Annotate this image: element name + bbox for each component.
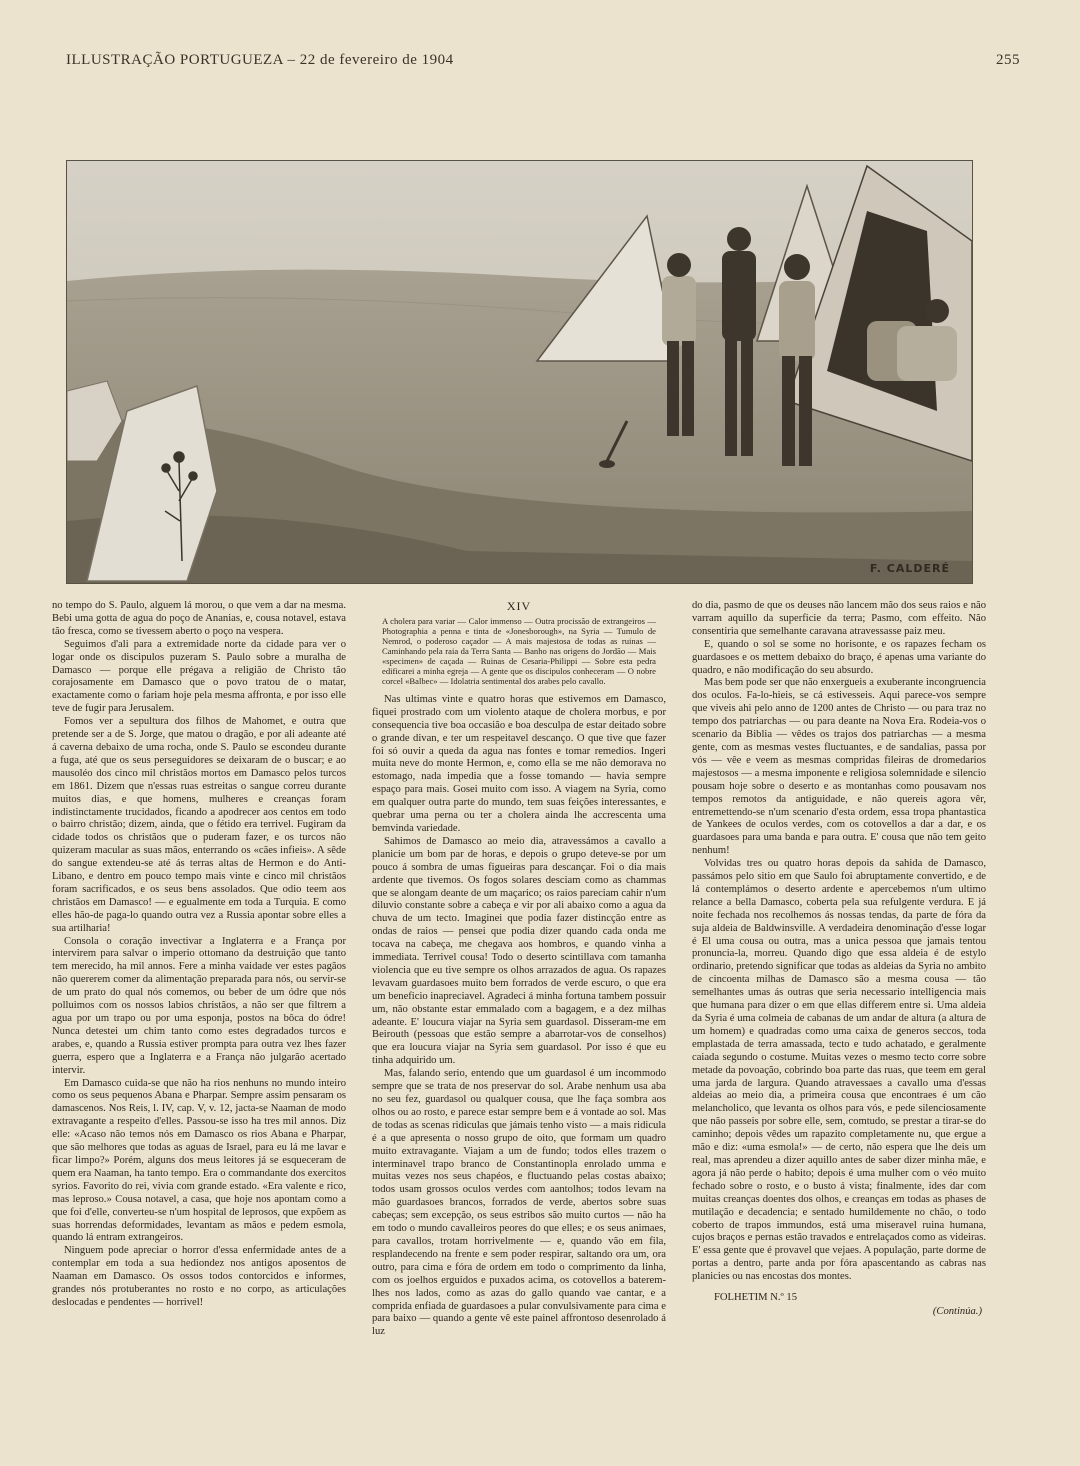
column3-paragraph: Mas bem pode ser que não enxergueis a exuberante incongruencia dos oculos. Fa-lo-hieis, se cá estivesseis. Aqui parece-vos sempre que viveis ahi pelo anno de 1200 antes de Christo — ou para traz no tempo dos patriarchas — ou para deante na Nova Era. Rodeia-vos o scenario da Biblia — vêdes os trajos dos patriarchas — a mesma gente, com as mesmas vestes fluctuantes, e de sandalias, passa por vós — vêe e veem as mesmas compridas fileiras de dromedarios majestosos — a mesma imponente e religiosa solemnidade e silencio pousam hoje sobre o deserto e as montanhas como pousavam nos tempos remotos da antiguidade, e não quereis agora vêr, entremettendo-se n'um scenario d'esta ordem, essa tropa phantastica de Yankees de oculos verdes, com os cotovellos a dar a dar, e os guardasoes para uma banda e para outra. E' cousa que não tem geito nenhum! xyxy=(692,677,986,857)
column1-paragraph: Consola o coração invectivar a Inglaterra e a França por intervirem para salvar o imperio ottomano da destruição que tanto tem merecido, ha mil annos. Fere a minha vaidade ver estes pagãos não quererem comer da alimentação preparada para nós, ou servir-se de um prato do qual nós comemos, ou beber de um ódre que nós polluimos com os nossos labios christãos, a não ser que filtrem a agua por um trapo ou por uma esponja, postos na bôca do ódre! Nunca detestei um chim tanto como estes degradados turcos e arabes, e, quando a Russia estiver prompta para outra vez lhes fazer guerra, espero que a Inglaterra e a França não julgarão acertado intervir. xyxy=(52,935,346,1076)
column1-paragraph: Seguimos d'ali para a extremidade norte da cidade para ver o logar onde os discipulos puzeram S. Paulo sobre a muralha de Damasco — porque elle prégava a religião de Christo tão corajosamente em Damasco que o povo tratou de o matar, exactamente como o fariam hoje pela mesma affronta, e por isso elle teve de fugir para Jerusalem. xyxy=(52,638,346,715)
chapter-number: XIV xyxy=(506,599,532,613)
text-column-2 xyxy=(372,600,666,1339)
camp-scene-drawing xyxy=(67,161,972,583)
column3-paragraph: do dia, pasmo de que os deuses não lancem mão dos seus raios e não varram aquillo da superficie da terra; Pasmo, com effeito. Não consentiria que semelhante caravana atravessasse paiz meu. xyxy=(692,600,986,637)
serial-footer xyxy=(692,1292,986,1320)
header-publication: ILLUSTRAÇÃO PORTUGUEZA – 22 de fevereiro de 1904 xyxy=(66,52,454,68)
folhetim-number: FOLHETIM N.º 15 xyxy=(714,1292,798,1304)
chapter-summary: A cholera para variar — Calor immenso — Outra procissão de extrangeiros — Photographia a penna e tinta de «Jonesborough», na Syria — Tumulo de Nemrod, o poderoso caçador — A mais majestosa de todas as ruinas — Caminhando pela raia da Terra Santa — Banho nas origens do Jordão — Mais «specimen» de caçada — Ruinas de Cesaria-Philippi — Sobre esta pedra edificarei a minha egreja — A gente que os discipulos conheceram — O nobre corcel «Balbec» — Idolatria sentimental dos arabes pelo cavallo. xyxy=(382,615,656,686)
page-header xyxy=(66,52,1020,76)
column1-paragraph: Em Damasco cuida-se que não ha rios nenhuns no mundo inteiro como os seus pequenos Abana e Pharpar. Sempre assim pensaram os damascenos. Nos Reis, l. IV, cap. V, v. 12, jacta-se Naaman de modo extravagante a respeito d'elles. Passou-se isso ha tres mil annos. Diz elle: «Acaso não temos nós em Damasco os rios Abana e Pharpar, que são melhores que todas as aguas de Israel, para eu lá me lavar e ficar limpo?» Porém, alguns dos meus leitores já se esqueceram de quem era Naaman, ha tanto tempo. Era o commandante dos exercitos syrios. Favorito do rei, vivia com grande estado. «Era valente e rico, mas leproso.» Cousa notavel, a casa, que hoje nos apontam como a que foi d'elle, converteu-se n'um hospital de leprosos, que expõem as suas horrendas deformidades, levantam as mãos e pedem esmola, quando lá entram extrangeiros. xyxy=(52,1077,346,1244)
text-column-1 xyxy=(52,600,346,1310)
illustrator-signature: F. CALDERÉ xyxy=(869,562,950,575)
column3-paragraph: Volvidas tres ou quatro horas depois da sahida de Damasco, passámos pelo sitio em que Saulo foi abruptamente convertido, e de lá contemplámos o deserto ardente e apercebemos n'um ultimo relance a bella Damasco, coberta pela sua refulgente verdura. E já noite fechada nos recolhemos ás nossas tendas, da parte de fóra da suja aldeia de Baldwinsville. A verdadeira denominação d'esse logar é El uma cousa ou outra, mas a unica pessoa que jamais tentou pronuncia-la, morreu. Quando digo que essa aldeia é de estylo ordinario, pretendo significar que todas as aldeias da Syria no ambito de cincoenta milhas de Damasco são a mesma cousa — tão semelhantes umas ás outras que seria necessario intelligencia mais que humana para dizer o em que ellas differem entre si. Uma aldeia da Syria é uma colmeia de cabanas de um andar de altura (a altura de um homem) e quadradas como uma caixa de generos seccos, toda emplastada de terra amassada, tecto e tudo achatado, e geralmente caiada segundo o costume. Muitas vezes o mesmo tecto corre sobre metade da povoação, cobrindo boa parte das ruas, que teem em geral uma jarda de largura. Quando atravessaes a cavallo uma d'essas aldeias ao meio dia, a primeira cousa que encontraes é um cão melancholico, que levanta os olhos para vós, e pede silenciosamente que não passeis por sobre elle, sem, comtudo, se prestar a tirar-se do caminho; depois vêdes um rapazito completamente nu, que ergue a mão e diz: «uma esmola!» — de certo, não espera que lhe deis um real, mas aprendeu a dizer aquillo antes de saber dizer minha mãe, e agora já não perde o habito; depois é uma mulher com o véo muito fechado sobre o rosto, e o busto á vista; finalmente, ides dar com muitas creanças doentes dos olhos, e creanças em todas as phases de mutilação e decadencia; e sentado humildemente no chão, o todo coberto de trapos immundos, está uma miseravel ruina humana, cujos braços e pernas estão travados e entrelaçados como as videiras. E' essa gente que é provavel que vejaes. A população, parte dorme de portas a dentro, parte anda por fóra apascentando as cabras nas planicies ou nas encostas dos montes. xyxy=(692,858,986,1283)
dropped-hat xyxy=(599,460,615,468)
column2-paragraph: Sahimos de Damasco ao meio dia, atravessámos a cavallo a planicie um bom par de horas, e depois o grupo deteve-se por um pouco á sombra de umas figueiras para descançar. Foi o dia mais ardente que tivemos. Os fogos solares desciam como as chammas que se alongam deante de um maçarico; os raios pareciam cahir n'um diluvio constante sobre a cabeça e vir por ali abaixo como a agua da chuva de um tecto. Imaginei que podia fazer distincção entre as ondas de raios — pensei que podia dizer quando cada onda me tocava na cabeça, me chegava aos hombros, e quando vinha a immediata. Terrivel cousa! Todo o deserto scintillava com tamanha violencia que eu tive sempre os olhos arrazados de agua. Os rapazes levavam guardasoes muito bem forrados de verde escuro, o que era um beneficio inapreciavel. Agradeci á minha fortuna tambem possuir um, não obstante estar emmalado com a bagagem, e a dez milhas adeante. E' loucura viajar na Syria sem guardasol. Disseram-me em Beirouth (pessoas que estão sempre a abarrotar-vos de conselhos) que era loucura viajar na Syria sem guardasol. Por isso é que eu tinha adquirido um. xyxy=(372,835,666,1067)
page-number: 255 xyxy=(996,52,1020,68)
publication-name: ILLUSTRAÇÃO PORTUGUEZA xyxy=(66,52,284,68)
camp-illustration xyxy=(66,160,973,584)
column1-paragraph: Ninguem pode apreciar o horror d'essa enfermidade antes de a contemplar em toda a sua hediondez nos antigos aposentos de Naaman em Damasco. Os ossos todos contorcidos e informes, grandes nós protuberantes no rosto e no corpo, as articulações deslocadas e pendentes — horrivel! xyxy=(52,1245,346,1308)
column2-paragraph: Mas, falando serio, entendo que um guardasol é um incommodo sempre que se trata de nos preservar do sol. Arabe nenhum usa aba no seu fez, guardasol ou qualquer cousa, que lhe faça sombra aos olhos ou ao rosto, e parece estar sempre bem e á vontade ao sol. Mas de todas as scenas ridiculas que jámais tenho visto — a mais ridicula é a que apresenta o nosso grupo de oito, que formam um quadro muito extravagante. Viajam a um de fundo; todos elles trazem o interminavel trapo branco de Constantinopla enrolado umma e muitas vezes nos seus chapéos, e fluctuando pelas costas abaixo; todos usam grossos oculos verdes com aantolhos; todos levam na mão guardasoes brancos, forrados de verde, abertos sobre suas cabeças; sem excepção, os seus estribos são muito curtos — não ha em todo o mundo cavalleiros peores do que elles; e os seus animaes, para cavallos, trotam horrivelmente — e, quando vão em fila, resplandecendo na frente e sem poder respirar, saltando ora um, ora outro, para cima e fóra de ordem em todo o comprimento da linha, com os joelhos erguidos e puxados acima, os cotovellos a baterem-lhes nos lados, como as azas do gallo quando vae cantar, e a comprida enfiada de guardasoes a pular convulsivamente para cima e para baixo — quando a gente vê este painel affrontoso desenrolado á luz xyxy=(372,1068,666,1338)
column3-paragraph: E, quando o sol se some no horisonte, e os rapazes fecham os guardasoes e os mettem debaixo do braço, é apenas uma variante do quadro, e não modificação do seu absurdo. xyxy=(692,638,986,676)
column1-paragraph: no tempo do S. Paulo, alguem lá morou, o que vem a dar na mesma. Bebi uma gotta de agua do poço de Ananias, e, cousa notavel, estava tão fresca, como se tivessem aberto o poço na vespera. xyxy=(52,600,346,637)
continua-note: (Continúa.) xyxy=(932,1306,982,1318)
column2-paragraph: Nas ultimas vinte e quatro horas que estivemos em Damasco, fiquei prostrado com um violento ataque de cholera morbus, e por consequencia tive boa occasião e boa desculpa de estar deitado sobre o grande divan, e ter um respeitavel descanço. O que tive que fazer foi só ouvir a queda da agua nas fontes e tomar remedios. Ingeri muita neve do monte Hermon, e, como ella se me não demorava no estomago, nada impedia que a fosse tomando — havia sempre espaço para mais. Gosei muito com isso. A viagem na Syria, como em qualquer outra parte do mundo, tem suas feições interessantes, e quebrar uma perna ou ter a cholera ainda lhe accrescenta uma bemvinda variedade. xyxy=(372,693,666,834)
text-column-3 xyxy=(692,600,986,1320)
publication-date: 22 de fevereiro de 1904 xyxy=(299,52,454,68)
column1-paragraph: Fomos ver a sepultura dos filhos de Mahomet, e outra que pretende ser a de S. Jorge, que matou o dragão, e por ali adeante até á caverna debaixo de uma rocha, onde S. Paulo se escondeu durante a fuga, até que os seus perseguidores se deixaram de o buscar; e ao mausoléo dos cinco mil christãos mortos em Damasco pelos turcos em 1861. Dizem que n'essas ruas estreitas o sangue correu durante muitos dias, e que homens, mulheres e creanças foram indistinctamente trucidados, ficando a apodrecer aos centos em todo o bairro christão; dizem, ainda, que o fétido era terrivel. Fugiram da cidade todos os christãos que o puderam fazer, e os turcos não quizeram macular as suas mãos, enterrando os «cães infieis». A sêde do sangue extendeu-se até ás terras altas de Hermon e do Anti-Libano, e dentro em pouco tempo mais vinte e cinco mil christãos foram sacrificados, e os seus bens assolados. Que odio teem aos christãos em Damasco! — e egualmente em toda a Turquia. E como elles hão-de paga-lo quando outra vez a Russia apontar sobre elles a sua artilharia! xyxy=(52,716,346,934)
